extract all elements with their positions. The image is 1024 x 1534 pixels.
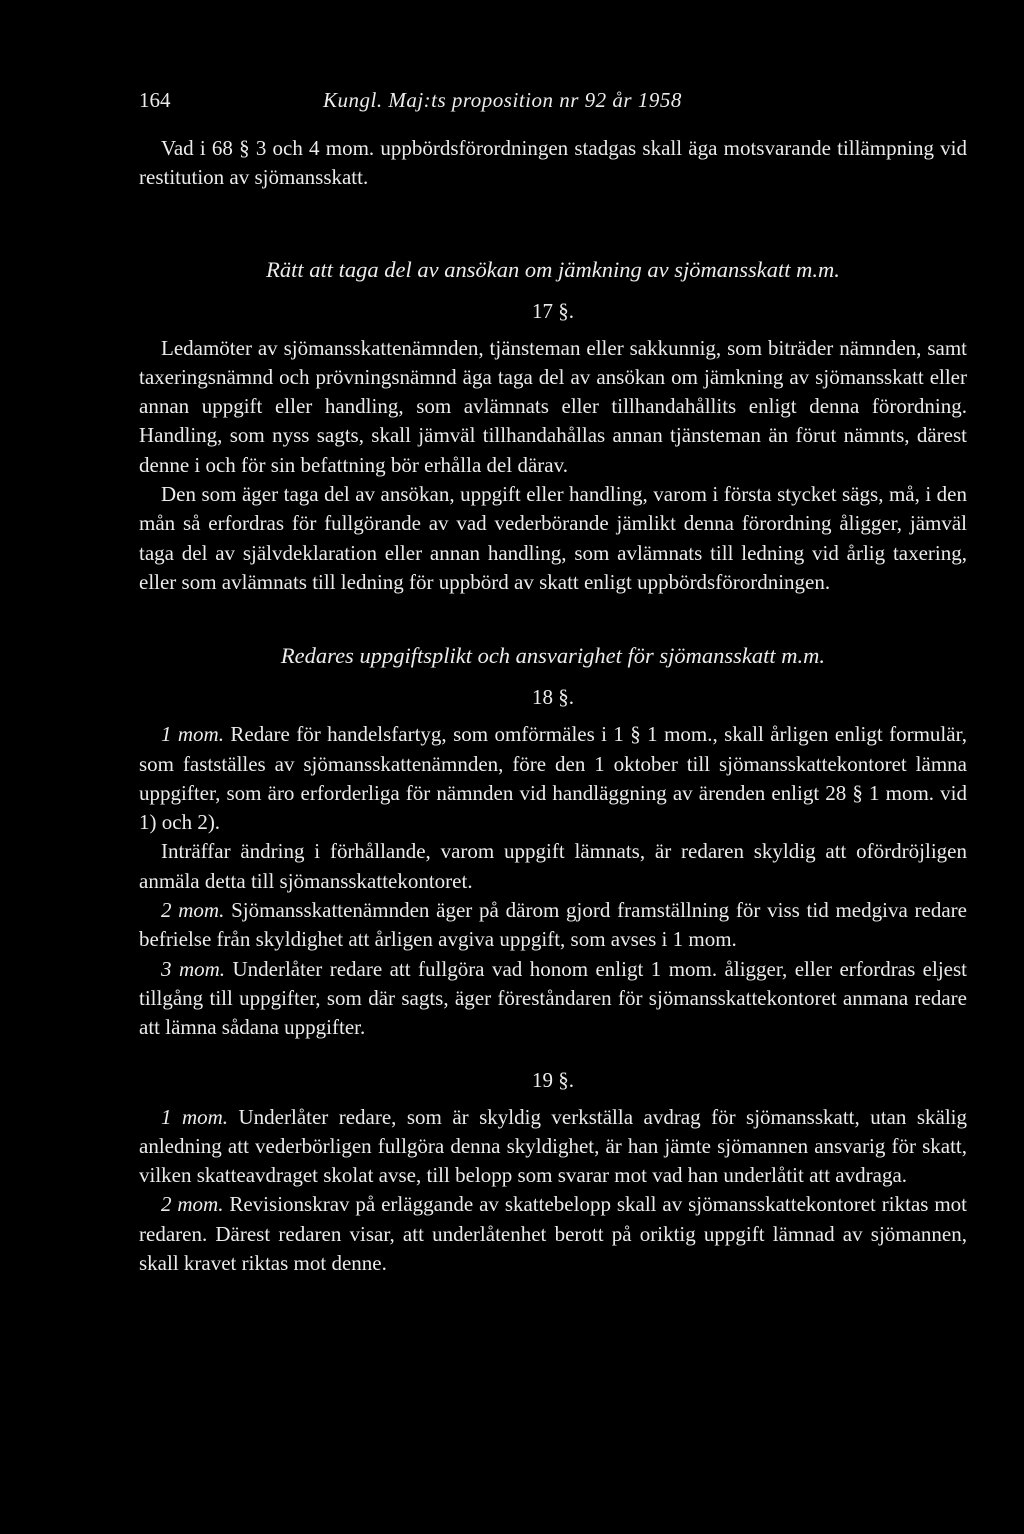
mom-text: Redare för handelsfartyg, som omförmäles i 1 § 1 mom., skall årligen enligt formulär, som fastställes av sjömansskattenämnden, före den 1 oktober till sjömansskattekontoret lämna uppgifter, som äro erforderliga för nämnden vid handläggning av ärenden enligt 28 § 1 mom. vid 1) och 2). — [139, 722, 967, 835]
paragraph-19-mom-2 — [139, 1190, 967, 1278]
mom-label: 2 mom. — [161, 898, 225, 923]
mom-text: Underlåter redare att fullgöra vad honom enligt 1 mom. åligger, eller erfordras eljest tillgång till uppgifter, som där sagts, äger föreståndaren för sjömansskattekontoret anmana redare att lämna sådana uppgifter. — [139, 956, 968, 1040]
mom-text: Revisionskrav på erläggande av skattebelopp skall av sjömansskattekontoret riktas mot redaren. Därest redaren visar, att underlåtenhet berott på oriktig uppgift lämnad av sjömannen, skall kravet riktas mot denne. — [139, 1192, 967, 1276]
publication-title: Kungl. Maj:ts proposition nr 92 år 1958 — [323, 88, 682, 112]
paragraph-number-18: 18 §. — [532, 685, 574, 710]
paragraph-18-mom-1-continuation: Inträffar ändring i förhållande, varom uppgift lämnats, är redaren skyldig att ofördröjligen anmäla detta till sjömansskattekontoret. — [139, 839, 967, 893]
mom-label: 1 mom. — [161, 1104, 229, 1129]
paragraph-19-mom-1 — [139, 1103, 967, 1191]
mom-label: 1 mom. — [161, 722, 224, 747]
mom-label: 3 mom. — [161, 956, 226, 981]
paragraph-17-second: Den som äger taga del av ansökan, uppgift eller handling, varom i första stycket sägs, må, i den mån så erfordras för fullgörande av vad vederbörande jämlikt denna förordning åligger, jämväl taga del av självdeklaration eller annan handling, som avlämnats till ledning vid årlig taxering, eller som avlämnats till ledning för uppbörd av skatt enligt uppbördsförordningen. — [139, 482, 967, 594]
paragraph-17-first: Ledamöter av sjömansskattenämnden, tjänsteman eller sakkunnig, som biträder nämnden, samt taxeringsnämnd och prövningsnämnd äga taga del av ansökan om jämkning av sjömansskatt eller annan uppgift eller handling, som avlämnats eller tillhandahållits enligt denna förordning. Handling, som nyss sagts, skall jämväl tillhandahållas annan tjänsteman än förut nämnts, därest denne i och för sin befattning bör erhålla del därav. — [139, 335, 967, 477]
intro-paragraph: Vad i 68 § 3 och 4 mom. uppbördsförordningen stadgas skall äga motsvarande tillämpning vid restitution av sjömansskatt. — [139, 136, 967, 190]
mom-label: 2 mom. — [161, 1192, 224, 1217]
section-heading-1: Rätt att taga del av ansökan om jämkning av sjömansskatt m.m. — [266, 256, 840, 282]
page-number: 164 — [139, 88, 171, 112]
running-header — [139, 88, 967, 120]
mom-text: Underlåter redare, som är skyldig verkställa avdrag för sjömansskatt, utan skälig anledning att vederbörligen fullgöra denna skyldighet, är han jämte sjömannen ansvarig för skatt, vilken skatteavdraget skolat avse, till belopp som svarar mot vad han underlåtit att avdraga. — [139, 1104, 967, 1188]
paragraph-number-17: 17 §. — [532, 298, 574, 323]
mom-text: Sjömansskattenämnden äger på därom gjord framställning för viss tid medgiva redare befrielse från skyldighet att årligen avgiva uppgift, som avses i 1 mom. — [139, 898, 967, 952]
paragraph-18-mom-1 — [139, 720, 967, 837]
paragraph-18-mom-2 — [139, 896, 967, 955]
page-content — [139, 88, 967, 1278]
section-heading-2: Redares uppgiftsplikt och ansvarighet för sjömansskatt m.m. — [280, 643, 826, 669]
paragraph-18-mom-3 — [139, 955, 967, 1043]
paragraph-number-19: 19 §. — [532, 1067, 574, 1092]
